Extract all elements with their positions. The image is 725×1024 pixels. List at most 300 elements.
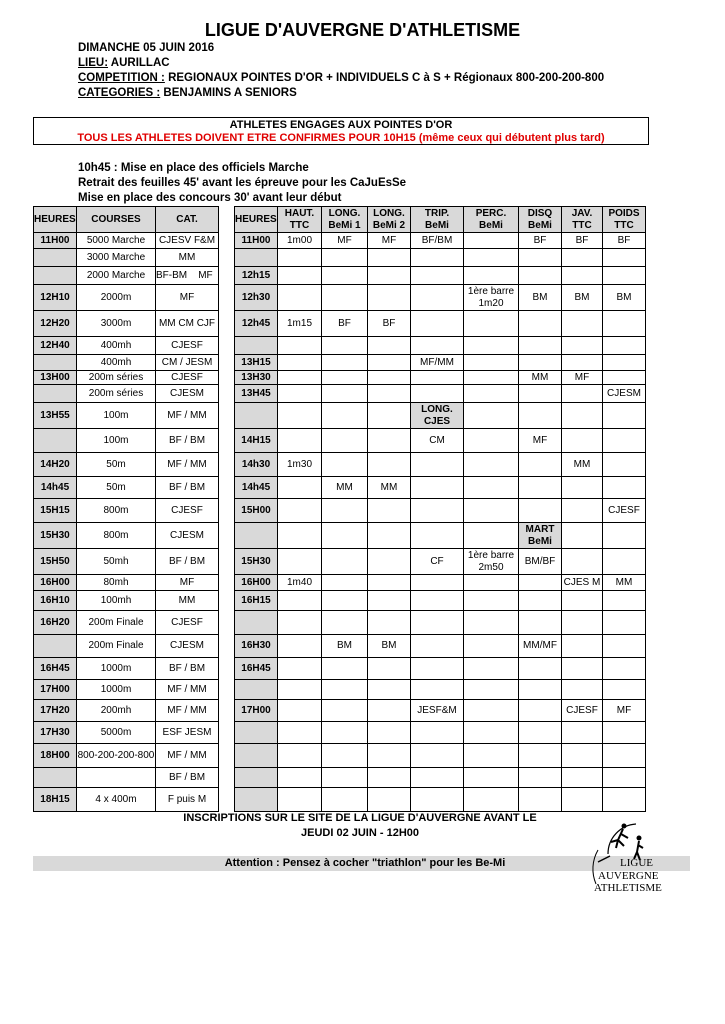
table-cell: 50mh bbox=[77, 549, 156, 575]
time-cell: 13H45 bbox=[235, 385, 278, 403]
table-spacer bbox=[219, 385, 235, 403]
table-row bbox=[34, 523, 646, 549]
table-cell: BF / BM bbox=[156, 477, 219, 499]
time-cell bbox=[34, 355, 77, 371]
table-cell bbox=[278, 658, 322, 680]
table-cell bbox=[603, 523, 646, 549]
table-cell bbox=[278, 722, 322, 744]
table-cell bbox=[519, 337, 562, 355]
table-cell bbox=[519, 744, 562, 768]
table-spacer bbox=[219, 575, 235, 591]
time-cell: 13H15 bbox=[235, 355, 278, 371]
table-cell bbox=[464, 768, 519, 788]
table-cell bbox=[464, 591, 519, 611]
column-header: HAUT. TTC bbox=[278, 207, 322, 233]
table-cell bbox=[368, 285, 411, 311]
table-cell: 5000m bbox=[77, 722, 156, 744]
table-cell bbox=[411, 311, 464, 337]
column-header: LONG. BeMi 2 bbox=[368, 207, 411, 233]
table-cell bbox=[519, 499, 562, 523]
table-row bbox=[34, 403, 646, 429]
table-cell bbox=[464, 575, 519, 591]
table-spacer bbox=[219, 311, 235, 337]
table-cell bbox=[368, 658, 411, 680]
table-cell bbox=[411, 680, 464, 700]
table-cell bbox=[603, 311, 646, 337]
table-cell bbox=[278, 680, 322, 700]
table-cell: 1m15 bbox=[278, 311, 322, 337]
table-cell: BM bbox=[322, 635, 368, 658]
table-cell: CJESF bbox=[603, 499, 646, 523]
lieu-line bbox=[78, 57, 170, 69]
table-cell: 200m séries bbox=[77, 385, 156, 403]
lieu-value: AURILLAC bbox=[108, 57, 170, 69]
time-cell: 18H00 bbox=[34, 744, 77, 768]
table-cell bbox=[368, 768, 411, 788]
table-cell bbox=[278, 788, 322, 812]
table-spacer bbox=[219, 337, 235, 355]
table-cell: MM bbox=[156, 591, 219, 611]
table-cell: BF/BM bbox=[411, 233, 464, 249]
column-header: POIDS TTC bbox=[603, 207, 646, 233]
table-cell bbox=[411, 768, 464, 788]
table-cell bbox=[368, 267, 411, 285]
table-cell: CJESV F&M bbox=[156, 233, 219, 249]
page-title: LIGUE D'AUVERGNE D'ATHLETISME bbox=[204, 20, 521, 40]
table-cell bbox=[278, 635, 322, 658]
table-cell bbox=[562, 355, 603, 371]
table-cell bbox=[322, 788, 368, 812]
table-row bbox=[34, 429, 646, 453]
table-cell: 100m bbox=[77, 403, 156, 429]
table-cell bbox=[368, 788, 411, 812]
time-cell: 16H20 bbox=[34, 611, 77, 635]
table-cell bbox=[519, 680, 562, 700]
table-cell bbox=[322, 768, 368, 788]
table-spacer bbox=[219, 267, 235, 285]
table-cell bbox=[603, 355, 646, 371]
table-cell: MM bbox=[603, 575, 646, 591]
table-cell: MM bbox=[519, 371, 562, 385]
table-cell bbox=[562, 429, 603, 453]
time-cell bbox=[235, 611, 278, 635]
time-cell: 16H00 bbox=[34, 575, 77, 591]
table-cell: MF / MM bbox=[156, 744, 219, 768]
table-cell bbox=[322, 658, 368, 680]
table-cell bbox=[278, 549, 322, 575]
table-cell bbox=[603, 371, 646, 385]
table-cell bbox=[278, 249, 322, 267]
table-cell bbox=[322, 700, 368, 722]
table-cell bbox=[278, 477, 322, 499]
table-cell bbox=[464, 267, 519, 285]
table-cell bbox=[562, 768, 603, 788]
table-cell bbox=[603, 591, 646, 611]
table-cell: MF bbox=[368, 233, 411, 249]
table-cell: MF bbox=[156, 285, 219, 311]
table-cell bbox=[278, 591, 322, 611]
table-cell bbox=[519, 658, 562, 680]
table-cell: MF bbox=[156, 575, 219, 591]
table-cell bbox=[519, 355, 562, 371]
table-cell bbox=[464, 249, 519, 267]
time-cell bbox=[34, 249, 77, 267]
table-cell bbox=[278, 267, 322, 285]
table-cell bbox=[411, 477, 464, 499]
table-cell: MF bbox=[603, 700, 646, 722]
table-cell bbox=[562, 788, 603, 812]
table-cell: MM bbox=[368, 477, 411, 499]
table-cell: 400mh bbox=[77, 355, 156, 371]
table-cell: BM bbox=[519, 285, 562, 311]
table-row bbox=[34, 477, 646, 499]
table-cell: MF / MM bbox=[156, 700, 219, 722]
table-cell bbox=[562, 744, 603, 768]
table-cell: 1ère barre 1m20 bbox=[464, 285, 519, 311]
table-cell bbox=[562, 499, 603, 523]
table-cell bbox=[519, 311, 562, 337]
table-cell bbox=[322, 337, 368, 355]
table-cell bbox=[322, 385, 368, 403]
event-date: DIMANCHE 05 JUIN 2016 bbox=[78, 42, 215, 54]
table-cell: CJES M bbox=[562, 575, 603, 591]
table-cell bbox=[562, 680, 603, 700]
table-cell: BF bbox=[368, 311, 411, 337]
table-cell: MF bbox=[562, 371, 603, 385]
time-cell: 14h45 bbox=[235, 477, 278, 499]
column-header: TRIP. BeMi bbox=[411, 207, 464, 233]
time-cell bbox=[34, 768, 77, 788]
table-cell bbox=[519, 722, 562, 744]
time-cell: 17H00 bbox=[34, 680, 77, 700]
table-cell bbox=[562, 635, 603, 658]
time-cell bbox=[34, 267, 77, 285]
table-cell: 200m séries bbox=[77, 371, 156, 385]
table-cell: BF bbox=[603, 233, 646, 249]
table-row bbox=[34, 611, 646, 635]
table-cell bbox=[322, 403, 368, 429]
table-row bbox=[34, 658, 646, 680]
attention-text: Attention : Pensez à cocher "triathlon" pour les Be-Mi bbox=[224, 857, 506, 869]
table-row bbox=[34, 499, 646, 523]
table-cell: MF / MM bbox=[156, 403, 219, 429]
table-cell bbox=[411, 267, 464, 285]
time-cell: 12h45 bbox=[235, 311, 278, 337]
table-cell: BM/BF bbox=[519, 549, 562, 575]
table-cell bbox=[562, 403, 603, 429]
table-cell: CJESM bbox=[156, 523, 219, 549]
table-cell: MM/MF bbox=[519, 635, 562, 658]
table-row bbox=[34, 591, 646, 611]
table-cell bbox=[368, 722, 411, 744]
table-spacer bbox=[219, 768, 235, 788]
table-cell bbox=[603, 549, 646, 575]
table-cell bbox=[322, 267, 368, 285]
table-row bbox=[34, 700, 646, 722]
instruction-line: Retrait des feuilles 45' avant les épreuve pour les CaJuEsSe bbox=[78, 177, 407, 189]
table-cell: 2000m bbox=[77, 285, 156, 311]
time-cell: 15H30 bbox=[34, 523, 77, 549]
table-cell bbox=[368, 591, 411, 611]
table-cell bbox=[603, 635, 646, 658]
table-cell bbox=[464, 453, 519, 477]
table-cell: MM bbox=[322, 477, 368, 499]
column-header: PERC. BeMi bbox=[464, 207, 519, 233]
table-cell: 80mh bbox=[77, 575, 156, 591]
table-cell bbox=[411, 788, 464, 812]
column-header: DISQ BeMi bbox=[519, 207, 562, 233]
table-cell: BM bbox=[562, 285, 603, 311]
time-cell: 15H30 bbox=[235, 549, 278, 575]
time-cell: 15H50 bbox=[34, 549, 77, 575]
instruction-line: Mise en place des concours 30' avant leur début bbox=[78, 192, 342, 204]
table-row bbox=[34, 249, 646, 267]
notice-line-1: ATHLETES ENGAGES AUX POINTES D'OR bbox=[229, 119, 453, 131]
table-cell bbox=[464, 337, 519, 355]
table-cell: 4 x 400m bbox=[77, 788, 156, 812]
table-spacer bbox=[219, 355, 235, 371]
table-cell: 100mh bbox=[77, 591, 156, 611]
table-cell bbox=[464, 403, 519, 429]
categories-line bbox=[78, 87, 297, 99]
time-cell: 14H15 bbox=[235, 429, 278, 453]
table-cell bbox=[562, 267, 603, 285]
table-cell: 100m bbox=[77, 429, 156, 453]
table-cell bbox=[411, 371, 464, 385]
table-cell bbox=[519, 575, 562, 591]
table-cell bbox=[322, 680, 368, 700]
table-cell bbox=[322, 499, 368, 523]
table-cell bbox=[368, 680, 411, 700]
table-cell bbox=[603, 680, 646, 700]
table-cell bbox=[519, 385, 562, 403]
table-cell bbox=[411, 611, 464, 635]
table-spacer bbox=[219, 744, 235, 768]
column-header: CAT. bbox=[156, 207, 219, 233]
time-cell: 16H45 bbox=[235, 658, 278, 680]
time-cell bbox=[34, 429, 77, 453]
table-cell bbox=[368, 453, 411, 477]
table-cell: CJESF bbox=[156, 337, 219, 355]
table-spacer bbox=[219, 453, 235, 477]
column-header: HEURES bbox=[34, 207, 77, 233]
table-cell bbox=[519, 403, 562, 429]
table-cell: CJESM bbox=[603, 385, 646, 403]
table-cell bbox=[368, 429, 411, 453]
time-cell bbox=[235, 337, 278, 355]
table-row bbox=[34, 680, 646, 700]
table-cell bbox=[278, 385, 322, 403]
table-cell: JESF&M bbox=[411, 700, 464, 722]
table-cell bbox=[368, 249, 411, 267]
time-cell: 13H55 bbox=[34, 403, 77, 429]
table-row bbox=[34, 311, 646, 337]
ligue-logo bbox=[576, 818, 680, 896]
table-cell bbox=[562, 523, 603, 549]
table-spacer bbox=[219, 549, 235, 575]
table-cell bbox=[322, 429, 368, 453]
time-cell: 18H15 bbox=[34, 788, 77, 812]
table-cell: 1m30 bbox=[278, 453, 322, 477]
table-cell bbox=[322, 249, 368, 267]
table-cell: CJESF bbox=[156, 499, 219, 523]
table-cell bbox=[464, 635, 519, 658]
table-cell bbox=[368, 744, 411, 768]
table-cell: 2000 Marche bbox=[77, 267, 156, 285]
table-cell bbox=[368, 499, 411, 523]
table-spacer bbox=[219, 371, 235, 385]
table-cell: CM bbox=[411, 429, 464, 453]
column-header: JAV. TTC bbox=[562, 207, 603, 233]
table-cell bbox=[322, 285, 368, 311]
table-cell bbox=[322, 591, 368, 611]
table-cell: BF bbox=[519, 233, 562, 249]
table-cell: 1m40 bbox=[278, 575, 322, 591]
time-cell: 17H00 bbox=[235, 700, 278, 722]
time-cell: 11H00 bbox=[34, 233, 77, 249]
table-cell bbox=[464, 611, 519, 635]
table-row bbox=[34, 385, 646, 403]
table-cell bbox=[411, 337, 464, 355]
table-cell bbox=[411, 658, 464, 680]
table-cell bbox=[562, 249, 603, 267]
table-cell bbox=[603, 267, 646, 285]
table-cell bbox=[519, 768, 562, 788]
notice-box bbox=[33, 117, 649, 145]
table-cell bbox=[562, 311, 603, 337]
table-cell bbox=[278, 403, 322, 429]
table-cell: MF bbox=[519, 429, 562, 453]
table-cell bbox=[278, 700, 322, 722]
table-cell bbox=[278, 744, 322, 768]
table-row bbox=[34, 233, 646, 249]
instruction-line: 10h45 : Mise en place des officiels Marche bbox=[78, 162, 309, 174]
table-row bbox=[34, 744, 646, 768]
time-cell: 17H20 bbox=[34, 700, 77, 722]
table-cell bbox=[562, 337, 603, 355]
table-row bbox=[34, 549, 646, 575]
time-cell: 15H00 bbox=[235, 499, 278, 523]
time-cell bbox=[235, 680, 278, 700]
table-cell bbox=[411, 591, 464, 611]
time-cell bbox=[34, 385, 77, 403]
table-cell bbox=[562, 658, 603, 680]
table-cell: BM bbox=[368, 635, 411, 658]
table-cell bbox=[278, 429, 322, 453]
table-cell: BF / BM bbox=[156, 549, 219, 575]
table-cell: 3000m bbox=[77, 311, 156, 337]
table-cell: CJESF bbox=[562, 700, 603, 722]
table-cell bbox=[519, 249, 562, 267]
table-cell: 200mh bbox=[77, 700, 156, 722]
table-cell bbox=[464, 658, 519, 680]
time-cell: 16H00 bbox=[235, 575, 278, 591]
table-cell: MM CM CJF bbox=[156, 311, 219, 337]
table-cell bbox=[464, 744, 519, 768]
table-cell bbox=[322, 722, 368, 744]
table-spacer bbox=[219, 591, 235, 611]
time-cell bbox=[235, 722, 278, 744]
time-cell: 12H20 bbox=[34, 311, 77, 337]
table-row bbox=[34, 788, 646, 812]
logo-text-1: LIGUE bbox=[620, 857, 653, 869]
table-cell bbox=[411, 249, 464, 267]
table-spacer bbox=[219, 285, 235, 311]
table-cell: 50m bbox=[77, 453, 156, 477]
table-spacer bbox=[219, 722, 235, 744]
time-cell: 13H30 bbox=[235, 371, 278, 385]
table-cell: BF bbox=[322, 311, 368, 337]
time-cell: 12H40 bbox=[34, 337, 77, 355]
table-cell bbox=[519, 700, 562, 722]
table-cell bbox=[562, 549, 603, 575]
table-cell bbox=[603, 722, 646, 744]
column-header: COURSES bbox=[77, 207, 156, 233]
table-cell bbox=[278, 611, 322, 635]
table-cell bbox=[562, 722, 603, 744]
table-cell: 1ère barre 2m50 bbox=[464, 549, 519, 575]
table-cell bbox=[464, 355, 519, 371]
table-row bbox=[34, 453, 646, 477]
table-cell bbox=[603, 788, 646, 812]
table-cell: MF/MM bbox=[411, 355, 464, 371]
table-cell bbox=[322, 371, 368, 385]
table-cell bbox=[519, 611, 562, 635]
table-cell: BF / BM bbox=[156, 768, 219, 788]
table-spacer bbox=[219, 207, 235, 233]
table-cell: 800m bbox=[77, 523, 156, 549]
time-cell: 15H15 bbox=[34, 499, 77, 523]
table-cell bbox=[464, 371, 519, 385]
table-cell: 1000m bbox=[77, 658, 156, 680]
table-cell bbox=[322, 744, 368, 768]
table-cell bbox=[603, 429, 646, 453]
time-cell: 14h30 bbox=[235, 453, 278, 477]
table-spacer bbox=[219, 700, 235, 722]
time-cell: 12h30 bbox=[235, 285, 278, 311]
table-cell: 3000 Marche bbox=[77, 249, 156, 267]
table-cell bbox=[411, 575, 464, 591]
table-cell bbox=[322, 575, 368, 591]
table-cell: MF / MM bbox=[156, 680, 219, 700]
table-cell bbox=[368, 385, 411, 403]
table-cell: F puis M bbox=[156, 788, 219, 812]
table-cell bbox=[322, 355, 368, 371]
table-spacer bbox=[219, 477, 235, 499]
table-cell bbox=[464, 385, 519, 403]
schedule-table bbox=[33, 206, 646, 812]
table-cell bbox=[368, 371, 411, 385]
time-cell: 16H30 bbox=[235, 635, 278, 658]
schedule-header bbox=[34, 207, 646, 233]
registration-note bbox=[100, 811, 620, 841]
table-row bbox=[34, 285, 646, 311]
table-cell bbox=[278, 523, 322, 549]
table-cell bbox=[464, 233, 519, 249]
table-cell: MF bbox=[322, 233, 368, 249]
table-cell: BF / BM bbox=[156, 429, 219, 453]
table-cell bbox=[562, 591, 603, 611]
table-spacer bbox=[219, 658, 235, 680]
table-cell bbox=[368, 575, 411, 591]
table-cell: LONG. CJES bbox=[411, 403, 464, 429]
table-cell bbox=[278, 768, 322, 788]
table-cell bbox=[519, 477, 562, 499]
table-cell bbox=[411, 499, 464, 523]
logo-text-2: AUVERGNE bbox=[598, 870, 659, 882]
table-cell bbox=[519, 267, 562, 285]
table-spacer bbox=[219, 499, 235, 523]
